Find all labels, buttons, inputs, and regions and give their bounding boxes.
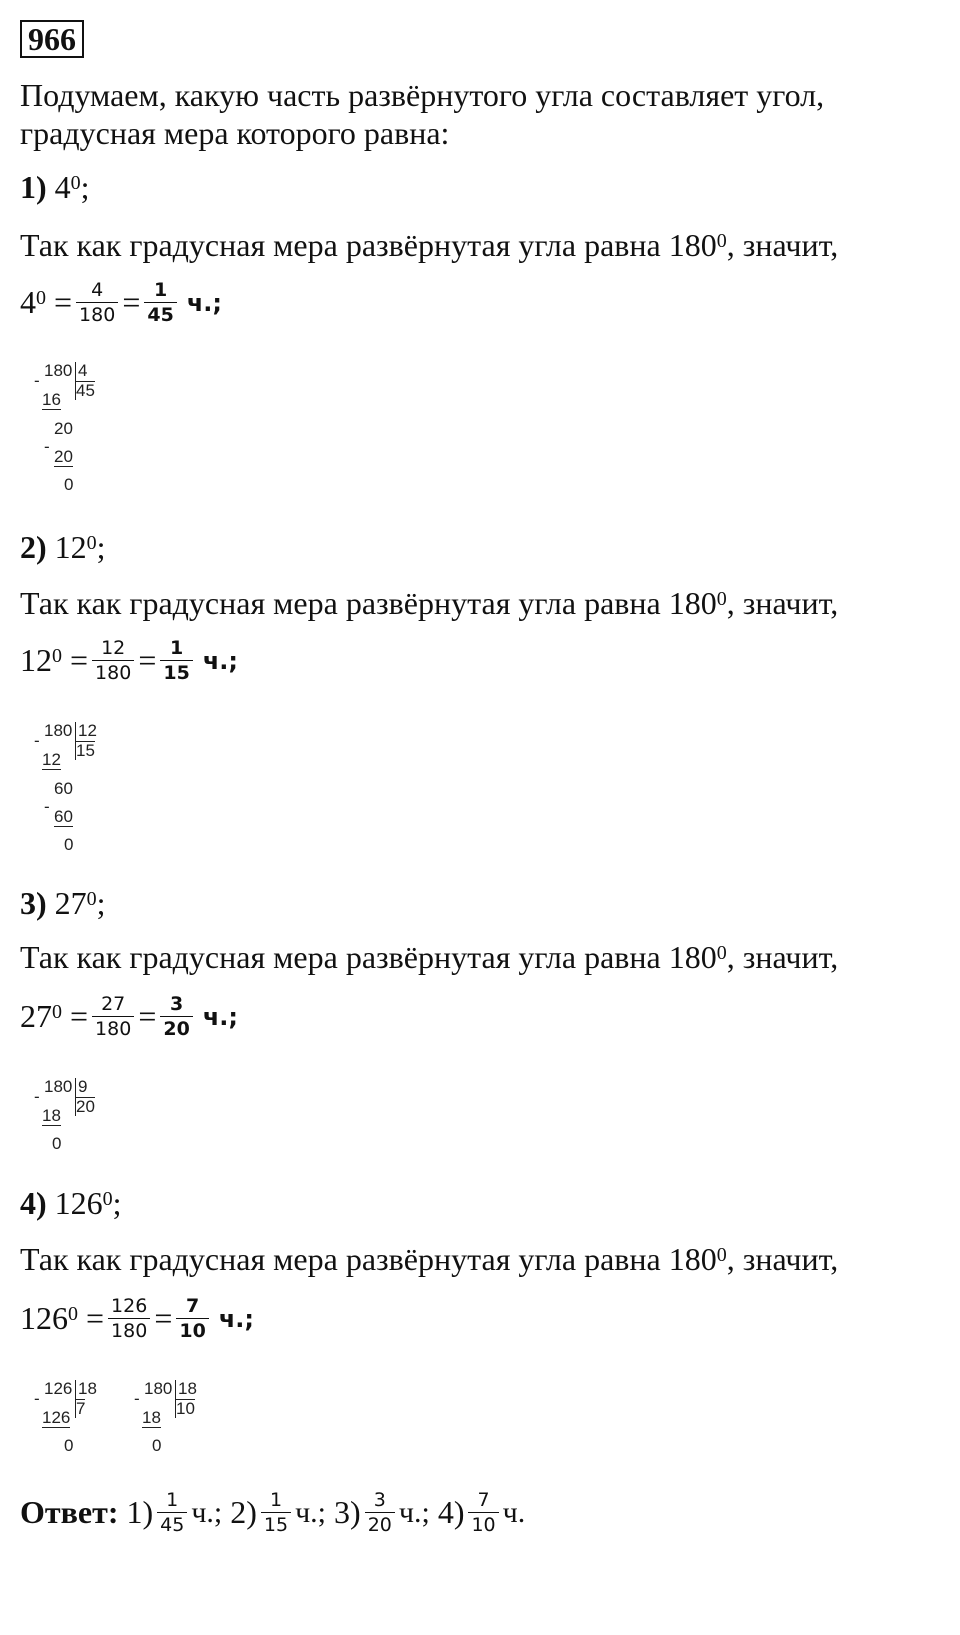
part-1-explain: Так как градусная мера развёрнутая угла равна $180^0$, значит, <box>20 227 839 263</box>
task-number: 966 <box>20 20 84 58</box>
part-2-explain: Так как градусная мера развёрнутая угла равна $180^0$, значит, <box>20 585 839 621</box>
answer-line: Ответ: 1) $\frac{1}{45}$ ч.; 2) $\frac{1}{15}$ ч.; 3) $\frac{3}{20}$ ч.; 4) $\frac{7}{10}$ ч. <box>20 1489 526 1536</box>
part-2-heading: 2) $12^0$; <box>20 529 106 565</box>
part-4-heading: 4) $126^0$; <box>20 1185 122 1221</box>
long-division-3: 180 9 20 - 18 0 <box>34 1077 95 1153</box>
long-division-4b: 180 18 10 - 18 0 <box>134 1379 197 1455</box>
intro-line-2: градусная мера которого равна: <box>20 115 450 151</box>
intro-line-1: Подумаем, какую часть развёрнутого угла составляет угол, <box>20 77 825 113</box>
part-1-equation: 4 $^0$ = $\frac{4}{180}$ = $\frac{1}{45}$ ч.; <box>20 279 223 326</box>
part-3-equation: 27 $^0$ = $\frac{27}{180}$ = $\frac{3}{20}$ ч.; <box>20 993 239 1040</box>
long-division-2: 180 12 15 - 12 60 - 60 0 <box>34 721 97 854</box>
part-3-explain: Так как градусная мера развёрнутая угла равна $180^0$, значит, <box>20 939 839 975</box>
part-3-heading: 3) $27^0$; <box>20 885 106 921</box>
part-4-equation: 126 $^0$ = $\frac{126}{180}$ = $\frac{7}{10}$ ч.; <box>20 1295 255 1342</box>
part-2-equation: 12 $^0$ = $\frac{12}{180}$ = $\frac{1}{15}$ ч.; <box>20 637 239 684</box>
long-division-1: 180 4 45 - 16 20 - 20 0 <box>34 361 95 494</box>
long-division-4a: 126 18 7 - 126 0 <box>34 1379 97 1455</box>
part-1-heading: 1) $4^0$; <box>20 169 90 205</box>
part-4-explain: Так как градусная мера развёрнутая угла равна $180^0$, значит, <box>20 1241 839 1277</box>
